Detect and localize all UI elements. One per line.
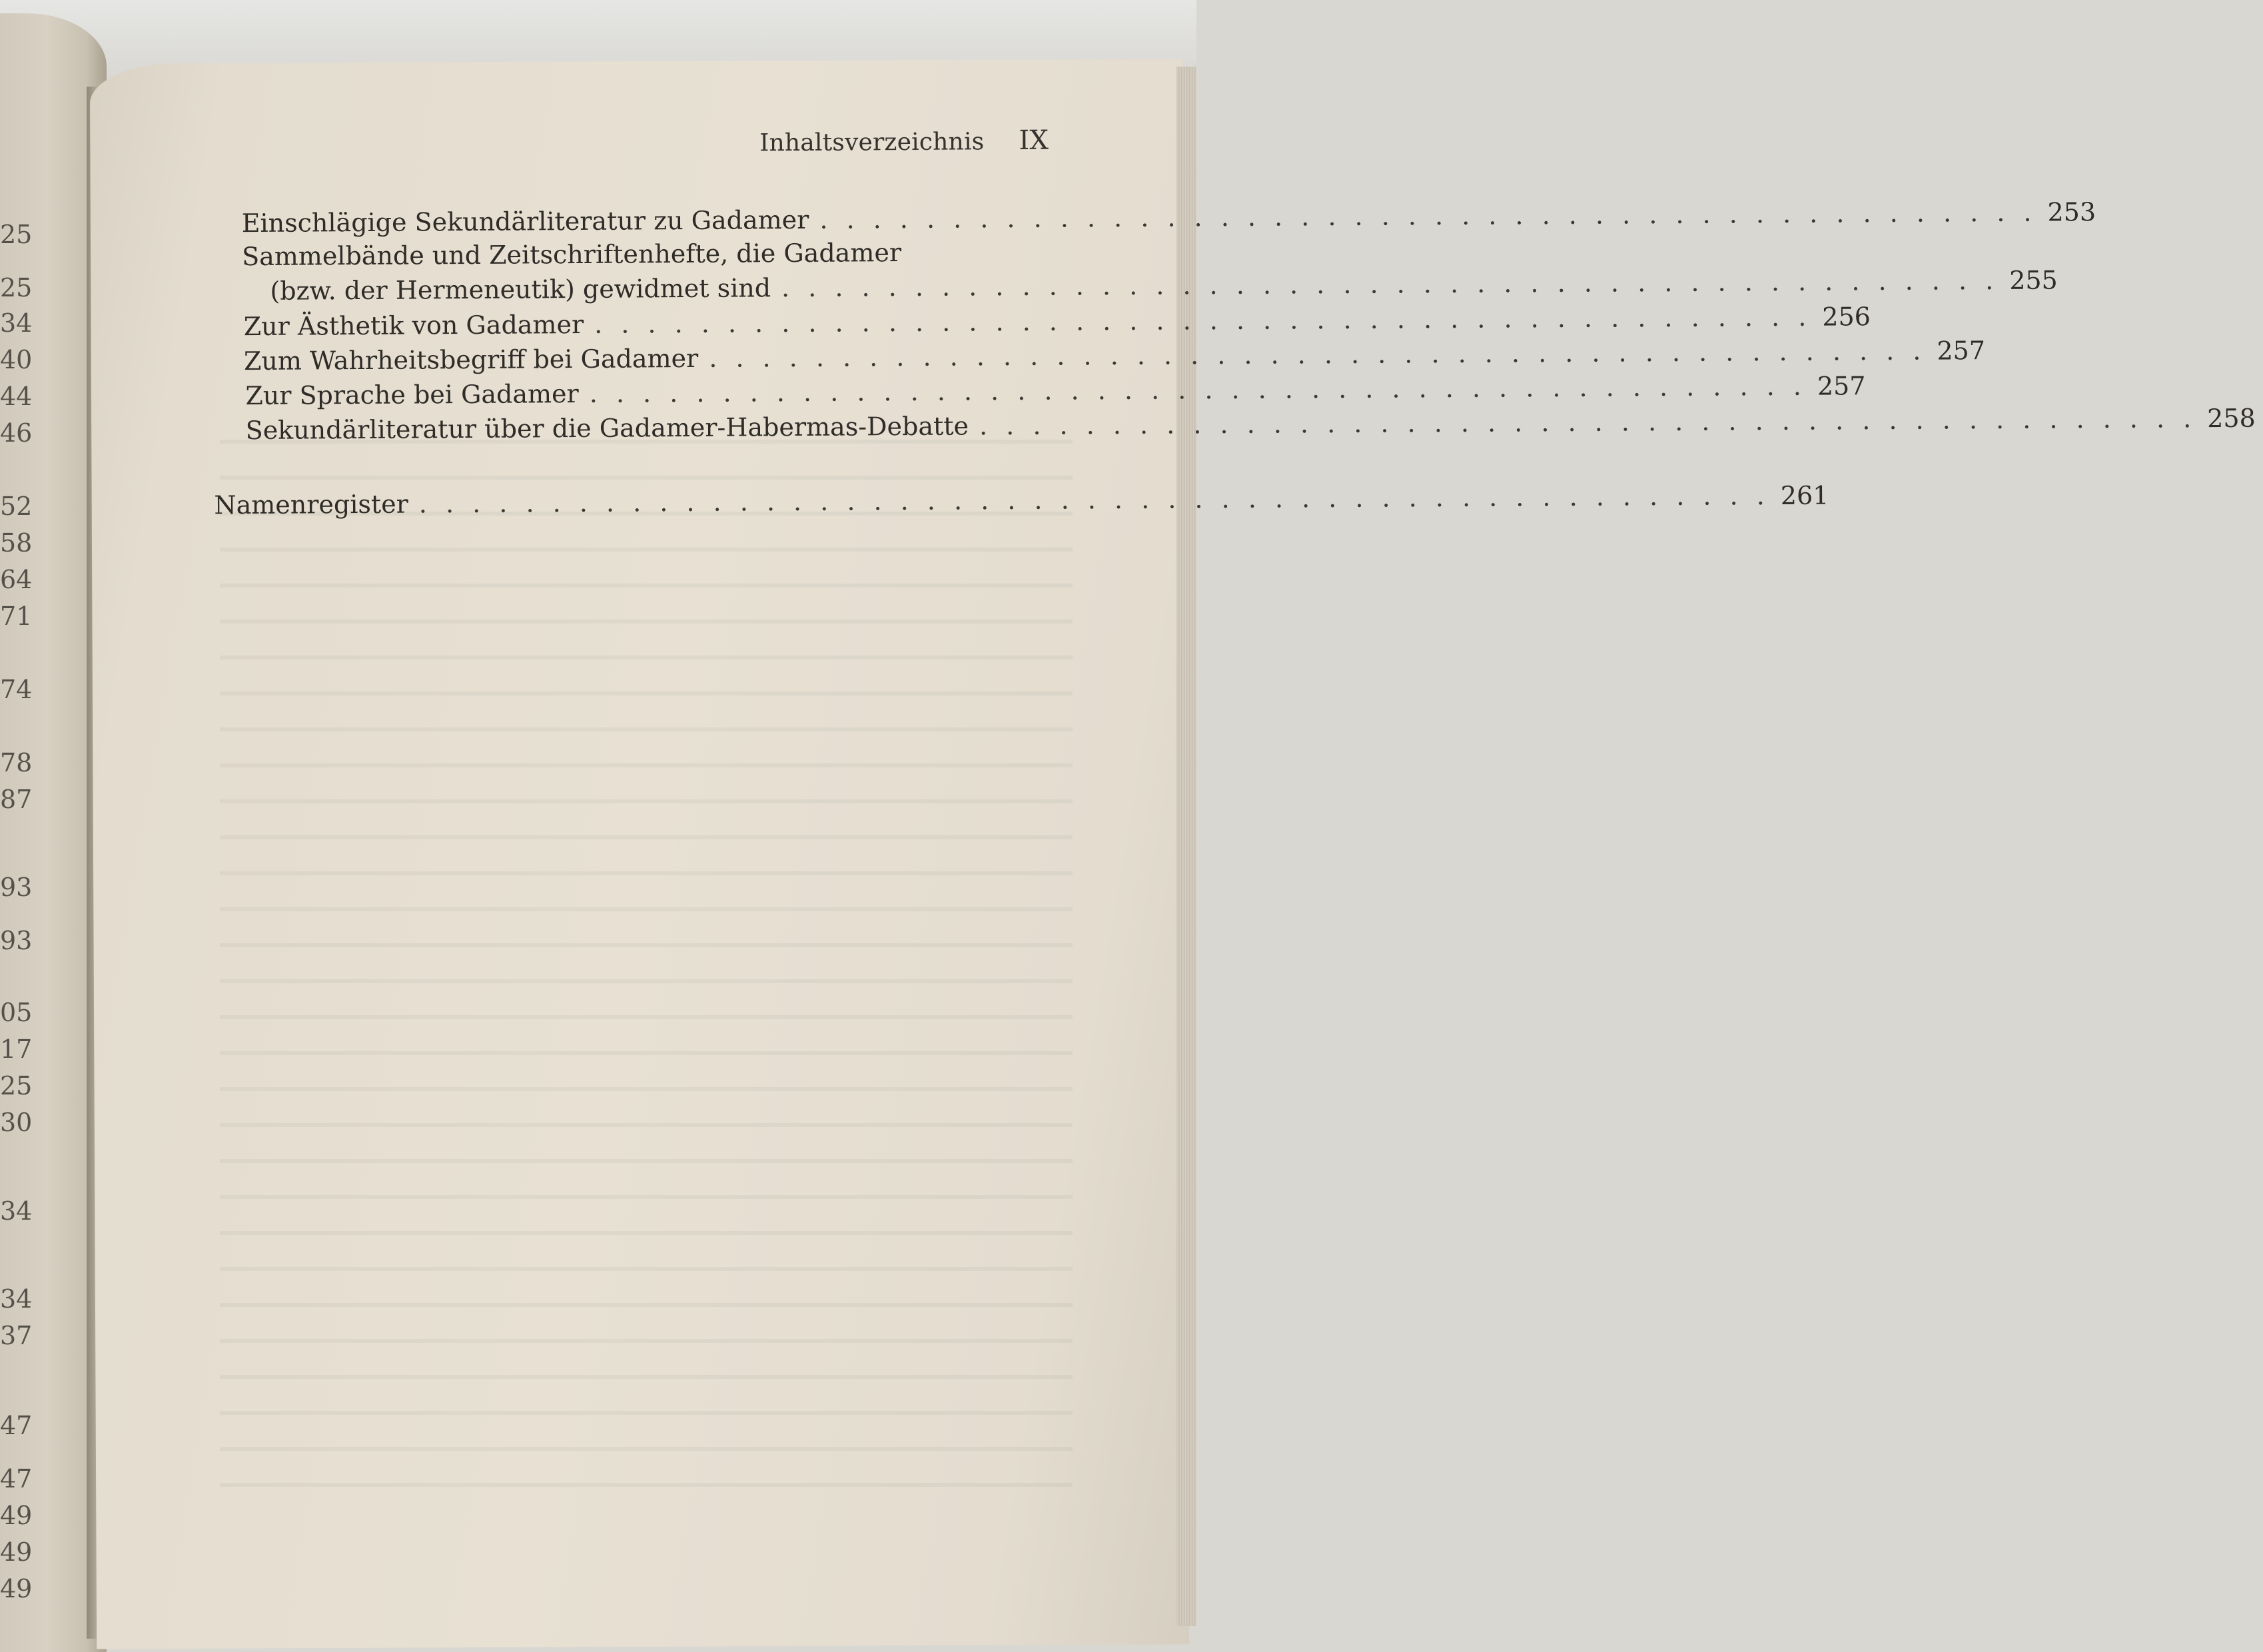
leader-dots: . . . . . . . . . . . . . . . . . . . . . . . . . . . . . . . . . . . . . . . . . . . . . .: [589, 371, 1807, 408]
toc-entry-label: Einschlägige Sekundärliteratur zu Gadamer: [241, 205, 809, 238]
toc-entry: [270, 265, 2058, 306]
left-page-number: 52: [0, 492, 33, 521]
toc-entry-page: 253: [2047, 197, 2096, 227]
toc-entry: [243, 302, 1871, 342]
left-page-number: 25: [0, 1071, 33, 1100]
toc-entry-page: 257: [1817, 371, 1866, 401]
leader-dots: . . . . . . . . . . . . . . . . . . . . . . . . . . . . . . . . . . . . . . . . . . . . . .: [594, 302, 1812, 339]
left-page-number: 87: [0, 785, 33, 814]
left-page-number: 47: [0, 1464, 33, 1493]
left-page-number: 71: [0, 602, 33, 631]
left-page-number: 34: [0, 1196, 33, 1226]
leader-dots: . . . . . . . . . . . . . . . . . . . . . . . . . . . . . . . . . . . . . . . . . . . . . .: [819, 197, 2037, 234]
left-page-number: 49: [0, 1574, 33, 1603]
toc-entry-page: 255: [2009, 265, 2058, 295]
toc-entry-label: Zur Sprache bei Gadamer: [245, 379, 579, 411]
left-page-number: 49: [0, 1501, 33, 1530]
leader-dots: . . . . . . . . . . . . . . . . . . . . . . . . . . . . . . . . . . . . . . . . . . . . . .: [709, 336, 1927, 373]
left-page-number: 93: [0, 873, 33, 902]
toc-entry: [241, 197, 2096, 238]
toc-entry: [214, 480, 1829, 520]
toc-entry-page: 257: [1937, 336, 1986, 366]
toc-entry-page: 261: [1780, 480, 1829, 511]
running-header: [759, 125, 1049, 158]
running-header-title: Inhaltsverzeichnis: [759, 128, 985, 157]
left-page-number: 44: [0, 382, 33, 411]
left-page-number: 25: [0, 273, 33, 302]
left-page-number: 49: [0, 1537, 33, 1567]
left-page-number: 37: [0, 1321, 33, 1350]
left-page-number: 30: [0, 1108, 33, 1137]
leader-dots: . . . . . . . . . . . . . . . . . . . . . . . . . . . . . . . . . . . . . . . . . . . . . .: [979, 404, 2197, 441]
toc-entry-label: Sammelbände und Zeitschriftenhefte, die Gadamer: [241, 238, 902, 272]
toc-entry: [245, 371, 1866, 411]
left-page-number: 25: [0, 220, 33, 249]
left-page-number: 34: [0, 308, 33, 338]
toc-entry-label: Sekundärliteratur über die Gadamer-Habermas-Debatte: [245, 411, 969, 446]
left-page-number: 93: [0, 926, 33, 955]
left-page-number: 78: [0, 748, 33, 777]
toc-entry-label: Zum Wahrheitsbegriff bei Gadamer: [243, 343, 699, 376]
leader-dots: . . . . . . . . . . . . . . . . . . . . . . . . . . . . . . . . . . . . . . . . . . . . . .: [781, 266, 1999, 303]
toc-entry-label: (bzw. der Hermeneutik) gewidmet sind: [270, 273, 771, 306]
toc-entry-page: 258: [2207, 403, 2256, 434]
left-page-number: 47: [0, 1411, 33, 1440]
left-page-number: 40: [0, 345, 33, 374]
toc-entry-label: Zur Ästhetik von Gadamer: [243, 309, 584, 342]
left-page-number: 74: [0, 675, 33, 704]
left-page-number: 34: [0, 1284, 33, 1314]
toc-entry-label: Namenregister: [214, 489, 408, 520]
toc-entry: [243, 336, 1986, 376]
leader-dots: . . . . . . . . . . . . . . . . . . . . . . . . . . . . . . . . . . . . . . . . . . . . . . . . . . .: [418, 481, 1770, 519]
toc-entry-page: 256: [1822, 302, 1871, 332]
left-page-number: 17: [0, 1034, 33, 1064]
toc-entry: [245, 403, 2256, 446]
left-page-number: 64: [0, 565, 33, 594]
roman-page-number: IX: [1019, 125, 1049, 156]
left-page-number: 58: [0, 528, 33, 558]
left-page-number: 05: [0, 998, 33, 1027]
left-page-number: 46: [0, 418, 33, 448]
